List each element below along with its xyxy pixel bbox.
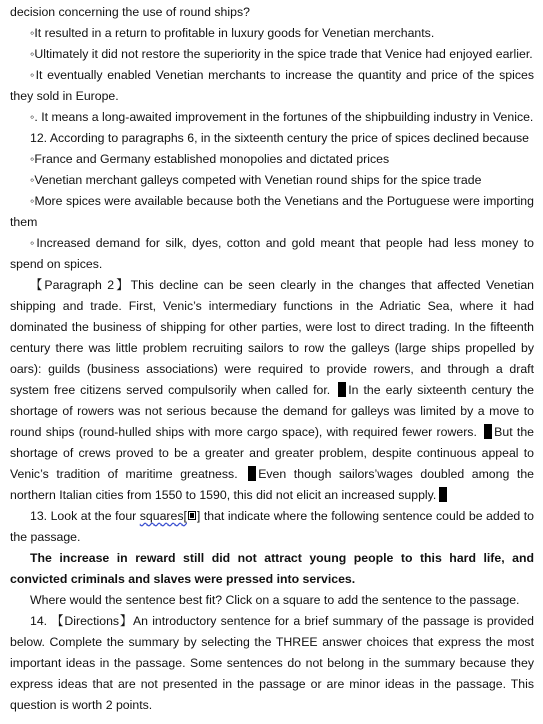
q12-option-a[interactable]: ◦France and Germany established monopolies and dictated prices bbox=[30, 152, 390, 166]
q12-option-c[interactable]: ◦More spices were available because both the Venetians and the Portuguese were importing them bbox=[10, 194, 534, 229]
question-12-stem: 12. According to paragraphs 6, in the sixteenth century the price of spices declined because bbox=[30, 131, 530, 145]
insert-square-1[interactable] bbox=[338, 382, 346, 397]
paragraph-2 bbox=[10, 275, 534, 506]
paragraph-2-part-2: In the early sixteenth century the shortage of rowers was not serious because the demand for galleys was limited by a move to round ships (round-hulled ships with more cargo space), with required fewer rowers. bbox=[10, 383, 534, 439]
q12-option-b[interactable]: ◦Venetian merchant galleys competed with Venetian round ships for the spice trade bbox=[30, 173, 482, 187]
q12-option-d[interactable]: ◦Increased demand for silk, dyes, cotton and gold meant that people had less money to spend on spices. bbox=[10, 236, 534, 271]
question-13-prompt: Where would the sentence best fit? Click on a square to add the sentence to the passage. bbox=[30, 593, 520, 607]
q11-option-d[interactable]: ◦. It means a long-awaited improvement in the fortunes of the shipbuilding industry in Venice. bbox=[30, 110, 534, 124]
question-13-stem: 13. Look at the four squares[ ] that indicate where the following sentence could be added to the passage. bbox=[10, 509, 534, 544]
insert-square-2[interactable] bbox=[484, 424, 492, 439]
paragraph-2-part-4: Even though sailors’wages doubled among the northern Italian cities from 1550 to 1590, this did not elicit an increased supply. bbox=[10, 467, 535, 502]
paragraph-2-part-3: But the shortage of crews proved to be a greater and greater problem, despite continuous appeal to Venic’s tradition of maritime greatness. bbox=[10, 425, 534, 481]
question-14-directions: 14. 【Directions】An introductory sentence for a brief summary of the passage is provided below. Complete the summary by selecting the THREE answer choices that express the most important ideas in the passage. Some sentences do not belong in the summary because they express ideas that are not presented in the passage or are minor ideas in the passage. This question is worth 2 points. bbox=[10, 614, 534, 712]
insert-square-3[interactable] bbox=[248, 466, 256, 481]
q11-option-a[interactable]: ◦It resulted in a return to profitable in luxury goods for Venetian merchants. bbox=[30, 26, 435, 40]
insert-sentence: The increase in reward still did not attract young people to this hard life, and convicted criminals and slaves were pressed into services. bbox=[10, 551, 534, 586]
paragraph-2-part-1: 【Paragraph 2】This decline can be seen clearly in the changes that affected Venetian shipping and trade. First, Venic’s intermediary functions in the Adriatic Sea, where it had dominated the business of shipping for other parties, were lost to direct trading. In the fifteenth century there was little problem recruiting sailors to row the galleys (large ships propelled by oars): guilds (business associations) were required to provide rowers, and through a draft system free citizens served compulsorily when called for. bbox=[10, 278, 534, 397]
q11-option-c[interactable]: ◦It eventually enabled Venetian merchants to increase the quantity and price of the spices they sold in Europe. bbox=[10, 68, 534, 103]
square-legend-icon bbox=[188, 511, 196, 520]
squares-word: squares[ bbox=[139, 509, 187, 523]
question-11-stem-tail: decision concerning the use of round ships? bbox=[10, 5, 250, 19]
insert-square-4[interactable] bbox=[439, 487, 447, 502]
q11-option-b[interactable]: ◦Ultimately it did not restore the superiority in the spice trade that Venice had enjoyed earlier. bbox=[30, 47, 533, 61]
